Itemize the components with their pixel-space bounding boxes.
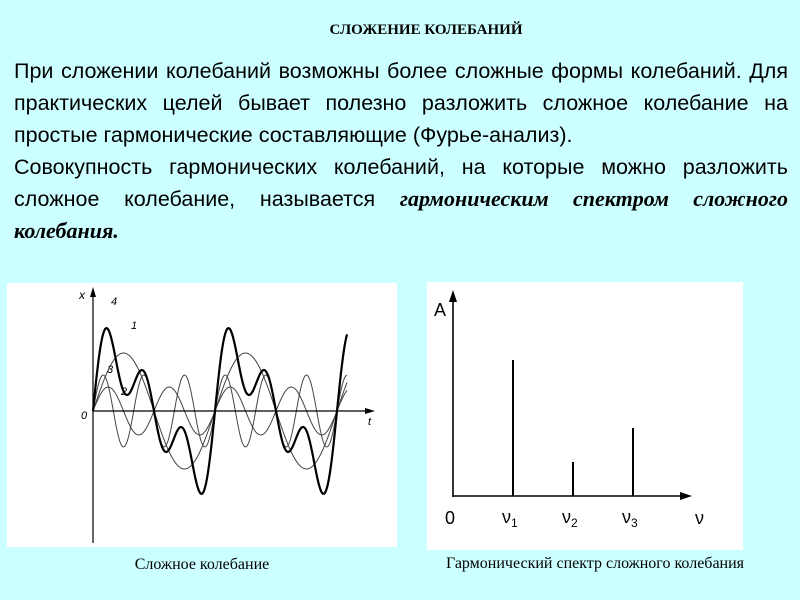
axis-label-a: A — [434, 300, 447, 320]
caption-harmonic-spectrum: Гармонический спектр сложного колебания — [445, 555, 745, 572]
axis-label-nu: ν — [695, 508, 704, 528]
t-axis-arrow-icon — [365, 408, 375, 414]
curve-label-2: 2 — [121, 386, 128, 398]
body-text — [14, 55, 788, 247]
paragraph-2 — [14, 151, 788, 247]
paragraph-2-emphasis: гармоническим спектром сложного колебания — [14, 186, 788, 243]
axis-label-x: x — [79, 288, 85, 302]
y-axis-arrow-icon — [90, 287, 96, 297]
axis-label-t: t — [368, 416, 372, 428]
spectrum-bars — [502, 360, 638, 530]
paragraph-1: При сложении колебаний возможны более сложные формы колебаний. Для практических целей бывает полезно разложить сложное колебание на простые гармонические составляющие (Фурье-анализ). — [14, 59, 788, 147]
amplitude-axis-arrow-icon — [449, 290, 457, 302]
frequency-axis-arrow-icon — [680, 492, 692, 500]
complex-oscillation-graph — [7, 283, 397, 547]
spectrum-label-2: $\nu_2$ — [562, 507, 578, 530]
caption-complex-oscillation: Сложное колебание — [134, 556, 270, 573]
origin-label-right: 0 — [445, 508, 456, 528]
curve-label-1: 1 — [131, 320, 138, 332]
complex-oscillation-panel — [7, 283, 397, 547]
paragraph-2-end: . — [113, 218, 119, 243]
origin-label-left: 0 — [81, 410, 88, 422]
spectrum-label-3: $\nu_3$ — [622, 507, 638, 530]
slide-title: СЛОЖЕНИЕ КОЛЕБАНИЙ — [329, 22, 523, 38]
curve-label-3: 3 — [107, 364, 114, 376]
curve-label-4: 4 — [111, 296, 118, 308]
paragraph-2-start: Совокупность гармонических колебаний, на которые можно разложить сложное колебание, называется — [14, 155, 788, 211]
harmonic-spectrum-panel — [427, 282, 743, 550]
spectrum-label-1: $\nu_1$ — [502, 507, 518, 530]
harmonic-spectrum-chart — [427, 282, 743, 550]
